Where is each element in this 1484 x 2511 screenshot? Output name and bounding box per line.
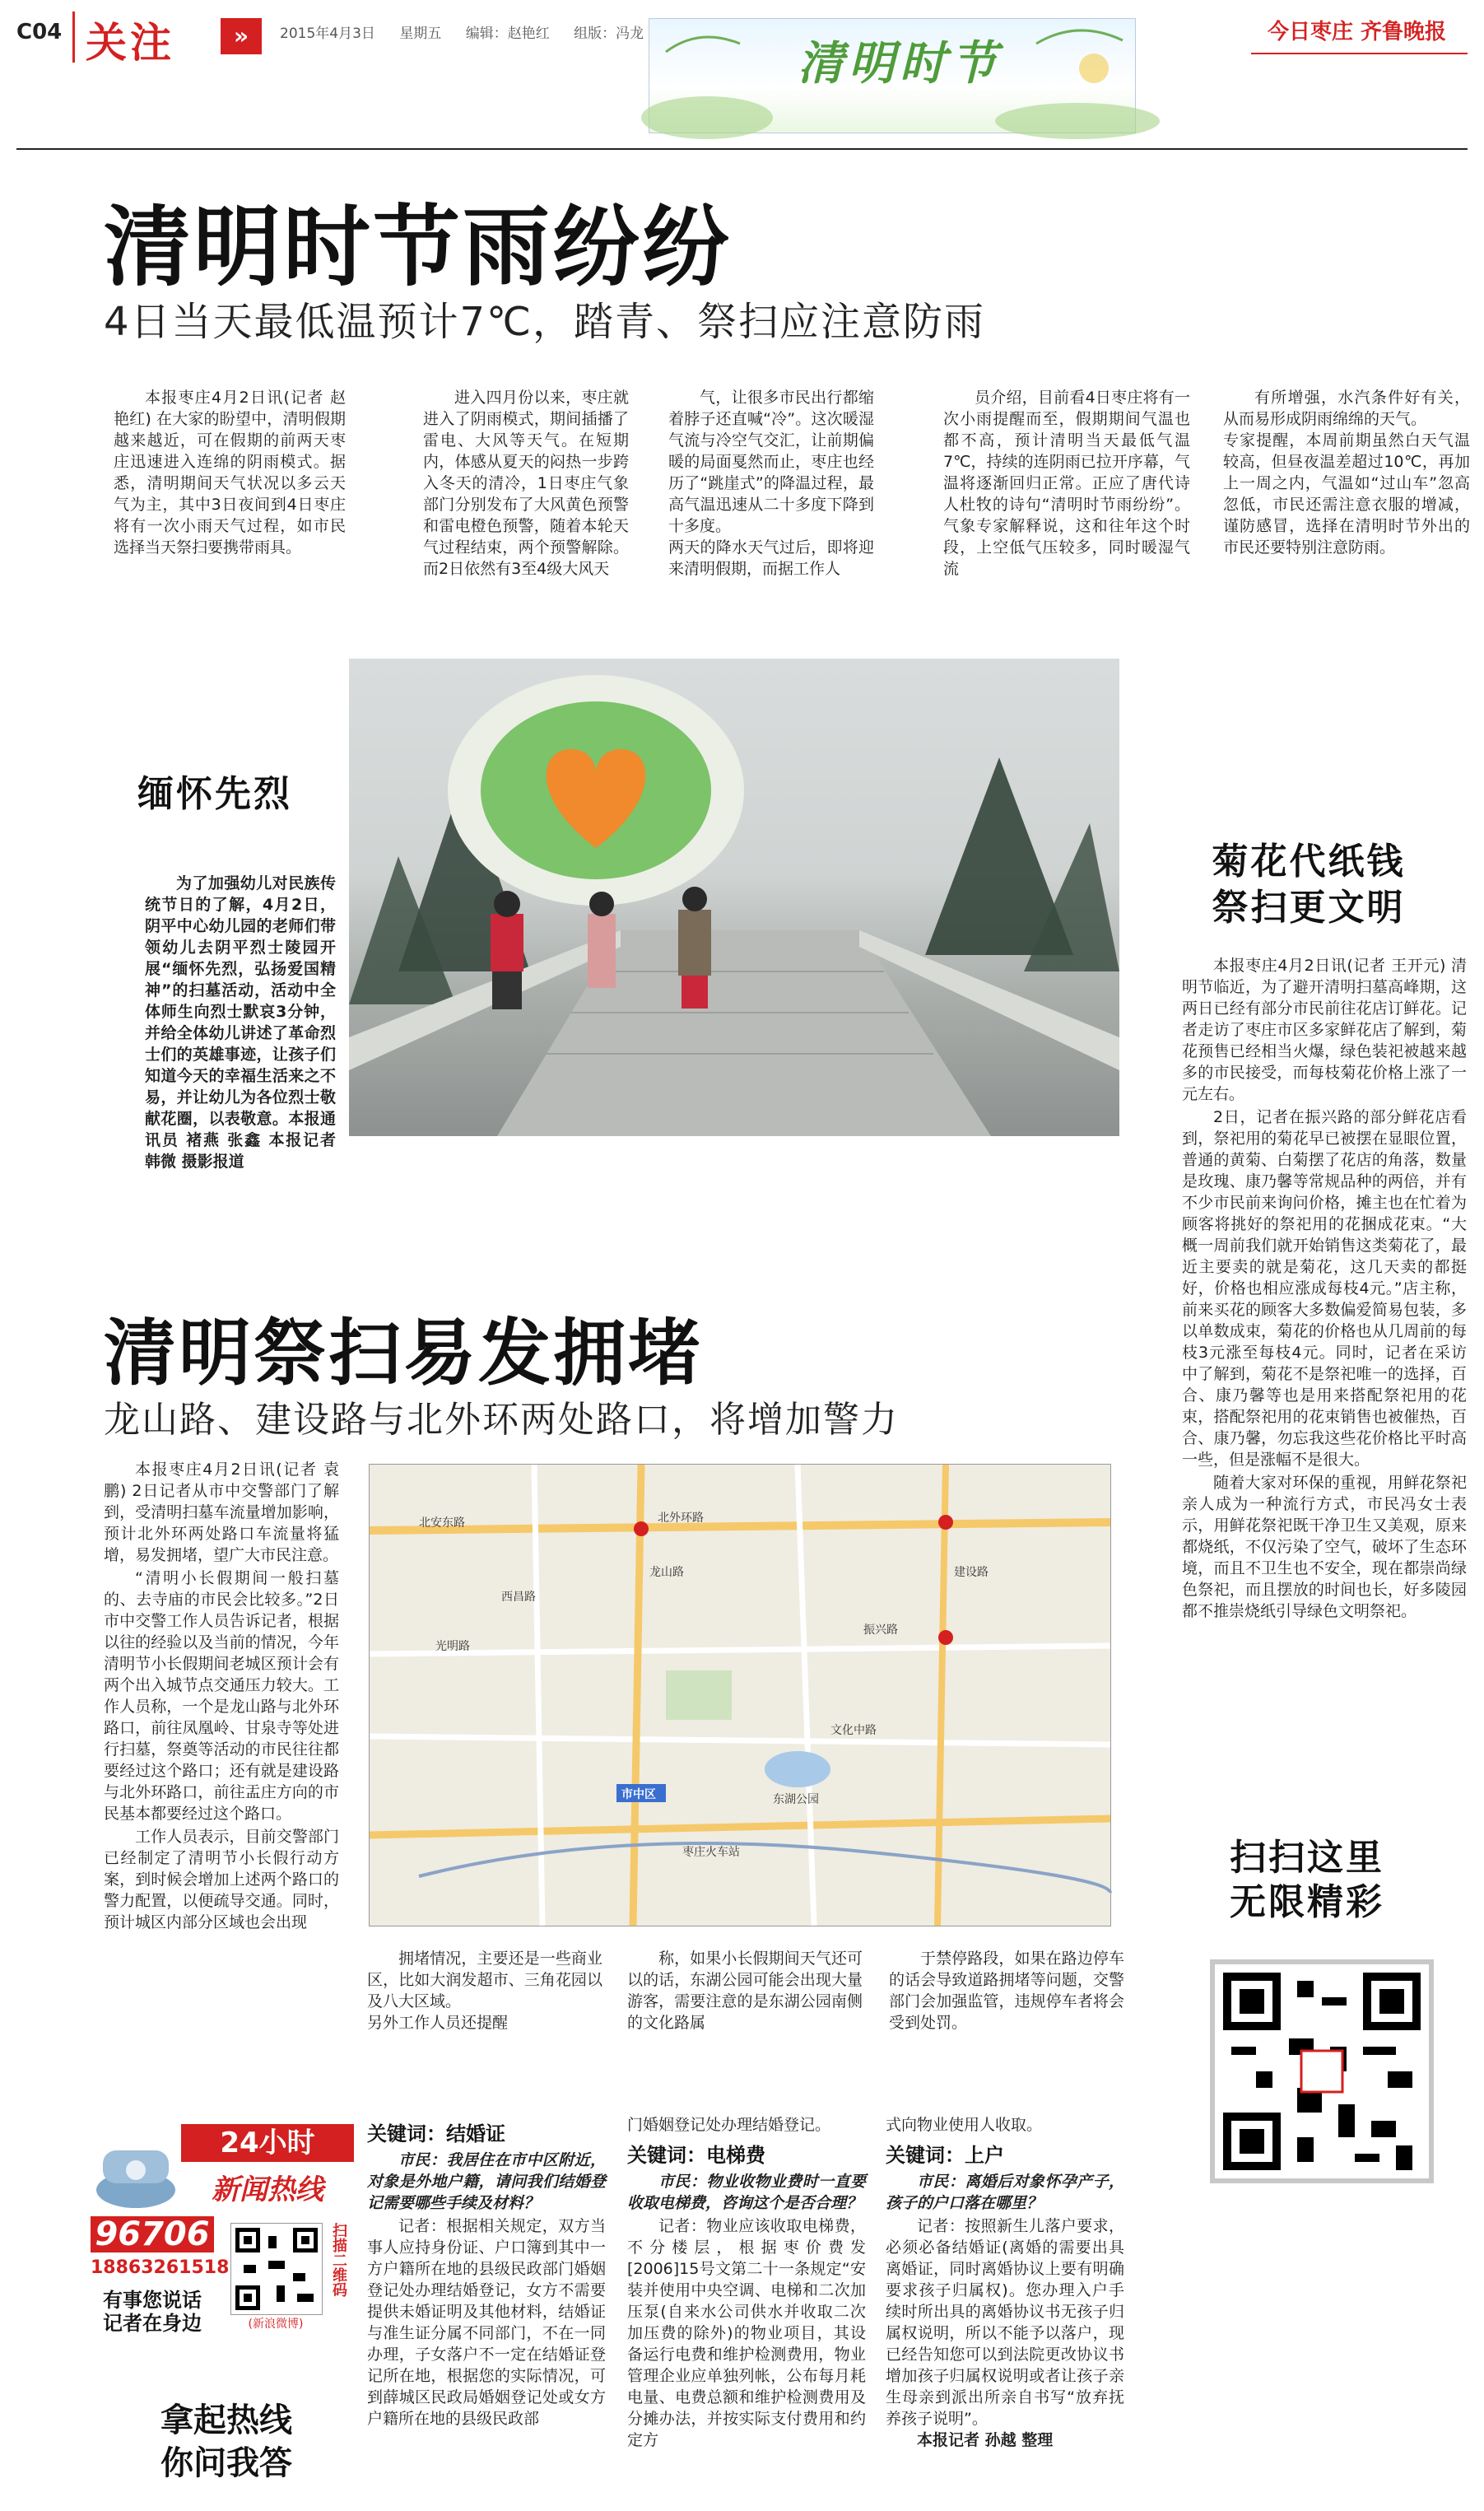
hotline-tagline-2: 你问我答 (160, 2444, 292, 2482)
keyword-column-marriage (367, 2114, 606, 2493)
hotline-number[interactable]: 96706 (91, 2216, 214, 2252)
memorial-photo (349, 659, 1119, 1136)
photo-feature-title: 缅怀先烈 (137, 773, 292, 815)
qr-scan-label: 扫描二维码 (330, 2223, 347, 2297)
hotline-tagline-1: 拿起热线 (160, 2402, 292, 2439)
traffic-paragraph: 工作人员表示，目前交警部门已经制定了清明节小长假行动方案，到时候会增加上述两个路口的警力配置，以便疏导交通。同时，预计城区内部分区域也会出现 (104, 1828, 339, 1931)
hotline-slogan-1: 有事您说话 (103, 2289, 202, 2312)
traffic-map-illustration (370, 1465, 1110, 1926)
map-label: 龙山路 (649, 1566, 684, 1579)
keyword-answer: 记者：物业应该收取电梯费，不分楼层，根据枣价费发[2006]15号文第二十一条规定“安装并使用中央空调、电梯和二次加压泵(自来水公司供水并收取二次加压费的除外)的物业项目，其设备运行电费和维护检测费用，物业管理企业应单独列帐，公布每月耗电量、电费总额和维护检测费用及分摊办法，并按实际支付费用和约定方 (627, 2217, 866, 2449)
keyword-question: 市民：离婚后对象怀孕产子，孩子的户口落在哪里？ (886, 2173, 1124, 2212)
side-article-title-line2: 祭扫更文明 (1212, 887, 1406, 929)
traffic-headline: 清明祭扫易发拥堵 (104, 1311, 704, 1395)
map-label: 市中区 (621, 1788, 656, 1801)
keyword-question: 市民：物业收物业费时一直要收取电梯费，咨询这个是否合理？ (627, 2173, 866, 2212)
memorial-photo-illustration (349, 659, 1119, 1136)
weibo-qr-code[interactable] (230, 2223, 323, 2315)
qr-code[interactable] (1210, 1959, 1434, 2183)
keyword-title: 关键词：结婚证 (367, 2122, 505, 2145)
lead-paragraph: 气，让很多市民出行都缩着脖子还直喊“冷”。这次暖湿气流与冷空气交汇，让前期偏暖的局面戛然而止，枣庄也经历了“跳崖式”的降温过程，最高气温迅速从二十多度下降到十多度。 两天的降水天气过后，即将迎来清明假期，而据工作人 (668, 389, 874, 578)
lead-column-5 (1223, 387, 1470, 593)
keyword-carryover: 式向物业使用人收取。 (886, 2116, 1043, 2134)
lead-column-1 (114, 387, 346, 593)
traffic-bottom-column-1 (367, 1948, 602, 2055)
masthead: 今日枣庄 齐鲁晚报 (1268, 20, 1447, 44)
map-label: 文化中路 (830, 1724, 877, 1737)
keyword-title: 关键词：电梯费 (627, 2144, 765, 2167)
lead-paragraph: 本报枣庄4月2日讯(记者 赵艳红) 在大家的盼望中，清明假期越来越近，可在假期的前两天枣庄迅速进入连绵的阴雨模式。据悉，清明期间天气状况以多云天气为主，其中3日夜间到4日枣庄将有一次小雨天气过程，如市民选择当天祭扫要携带雨具。 (114, 389, 346, 557)
keyword-answer: 记者：根据相关规定，双方当事人应持身份证、户口簿到其中一方户籍所在地的县级民政部门婚姻登记处办理结婚登记，女方不需要提供未婚证明及其他材料，结婚证与准生证分属不同部门，不在一同办理，子女落户不一定在结婚证登记所在地，根据您的实际情况，可到薛城区民政局婚姻登记处或女方户籍所在地的县级民政部 (367, 2217, 606, 2428)
double-chevron-icon: » (221, 18, 262, 54)
photo-caption (145, 873, 342, 1235)
traffic-paragraph: “清明小长假期间一般扫墓的、去寺庙的市民会比较多。”2日市中交警工作人员告诉记者，根据以往的经验以及当前的情况，今年清明节小长假期间老城区预计会有两个出入城节点交通压力较大。工作人员称，一个是龙山路与北外环路口，前往凤凰岭、甘泉寺等处进行扫墓，祭奠等活动的市民往往都要经过这个路口；还有就是建设路与北外环路口，前往盂庄方向的市民基本都要经过这个路口。 (104, 1569, 339, 1823)
traffic-subheadline: 龙山路、建设路与北外环两处路口，将增加警力 (104, 1399, 899, 1441)
traffic-paragraph: 于禁停路段，如果在路边停车的话会导致道路拥堵等问题，交警部门会加强监管，违规停车者将会受到处罚。 (889, 1950, 1124, 2032)
telephone-icon (91, 2124, 181, 2215)
lead-column-3 (668, 387, 874, 593)
lead-paragraph: 进入四月份以来，枣庄就进入了阴雨模式，期间插播了雷电、大风等天气。在短期内，体感从夏天的闷热一步跨入冬天的清冷，1日枣庄气象部门分别发布了大风黄色预警和雷电橙色预警，随着本轮天气过程结束，两个预警解除。而2日依然有3至4级大风天 (423, 389, 629, 578)
map-label: 北安东路 (419, 1516, 465, 1530)
side-article-body (1182, 955, 1467, 1770)
map-label: 振兴路 (863, 1624, 898, 1637)
traffic-map (369, 1464, 1111, 1926)
traffic-paragraph: 本报枣庄4月2日讯(记者 袁鹏) 2日记者从市中交警部门了解到，受清明扫墓车流量增加影响，预计北外环两处路口车流量将猛增，易发拥堵，望广大市民注意。 (104, 1460, 339, 1564)
keyword-column-registration (886, 2114, 1124, 2493)
issue-weekday: 星期五 (399, 26, 442, 42)
editor-credit: 编辑：赵艳红 (465, 26, 550, 42)
side-paragraph: 2日，记者在振兴路的部分鲜花店看到，祭祀用的菊花早已被摆在显眼位置，普通的黄菊、白菊摆了花店的角落，数量是玫瑰、康乃馨等常规品种的两倍，并有不少市民前来询问价格，摊主也在忙着为顾客将挑好的祭祀用的花捆成花束。“大概一周前我们就开始销售这类菊花了，最近主要卖的就是菊花，这几天卖的都挺好，价格也相应涨成每枝4元。”店主称，前来买花的顾客大多数偏爱简易包装，多以单数成束，菊花的价格也从几周前的每枝3元涨至每枝4元。同时，记者在采访中了解到，菊花不是祭祀唯一的选择，百合、康乃馨等也是用来搭配祭祀用的花束，搭配祭祀用的花束销售也被催热，百合、康乃馨，勿忘我这些花价格比平时高一些，但是涨幅不是很大。 (1182, 1108, 1467, 1469)
keyword-title: 关键词：上户 (886, 2144, 1004, 2167)
lead-paragraph: 有所增强，水汽条件好有关，从而易形成阴雨绵绵的天气。 专家提醒，本周前期虽然白天气温较高，但昼夜温差超过10℃，再加上一周之内，气温如“过山车”忽高忽低，市民还需注意衣服的增减，谨防感冒，选择在清明时节外出的市民还要特别注意防雨。 (1223, 389, 1470, 557)
qingming-banner (649, 18, 1136, 133)
banner-title: 清明时节 (798, 36, 1002, 91)
lead-column-2 (423, 387, 629, 593)
hotline-name: 新闻热线 (212, 2173, 323, 2206)
section-name: 关注 (86, 19, 174, 67)
layout-credit: 组版：冯龙 (574, 26, 644, 42)
qr-sub-label: (新浪微博) (248, 2318, 304, 2331)
traffic-paragraph: 称，如果小长假期间天气还可以的话，东湖公园可能会出现大量游客，需要注意的是东湖公园南侧的文化路属 (627, 1950, 863, 2032)
side-article-title-line1: 菊花代纸钱 (1212, 841, 1406, 883)
scan-prompt-line1: 扫扫这里 (1230, 1837, 1384, 1879)
hotline-slogan-2: 记者在身边 (103, 2312, 202, 2335)
weibo-qr-pattern (231, 2224, 322, 2314)
news-hotline (91, 2124, 362, 2335)
map-label: 光明路 (435, 1640, 470, 1653)
keyword-carryover: 门婚姻登记处办理结婚登记。 (627, 2116, 831, 2134)
side-paragraph: 本报枣庄4月2日讯(记者 王开元) 清明节临近，为了避开清明扫墓高峰期，这两日已经有部分市民前往花店订鲜花。记者走访了枣庄市区多家鲜花店了解到，菊花预售已经相当火爆，绿色装祀被越来越多的市民接受，而每枝菊花价格上涨了一元左右。 (1182, 957, 1467, 1103)
lead-column-4 (943, 387, 1190, 593)
header-meta (280, 21, 657, 42)
hotline-mobile[interactable]: 18863261518 (91, 2257, 230, 2278)
traffic-bottom-column-2 (627, 1948, 863, 2055)
scan-prompt-line2: 无限精彩 (1230, 1881, 1384, 1923)
masthead-rule (1251, 53, 1468, 54)
map-label: 西昌路 (501, 1591, 536, 1604)
lead-subheadline: 4日当天最低温预计7℃，踏青、祭扫应注意防雨 (104, 299, 985, 345)
header-divider (16, 148, 1468, 150)
issue-date: 2015年4月3日 (280, 26, 375, 42)
map-label: 北外环路 (658, 1512, 704, 1525)
map-label: 枣庄火车站 (682, 1846, 740, 1859)
map-label: 建设路 (954, 1566, 989, 1579)
traffic-bottom-column-3 (889, 1948, 1124, 2055)
lead-headline: 清明时节雨纷纷 (104, 197, 732, 298)
qr-code-pattern (1215, 1964, 1429, 2178)
side-paragraph: 随着大家对环保的重视，用鲜花祭祀亲人成为一种流行方式，市民冯女士表示，用鲜花祭祀既干净卫生又美观，原来都烧纸，不仅污染了空气，破坏了生态环境，而且不卫生也不安全，现在都崇尚绿色祭祀，而且摆放的时间也长，好多陵园都不推崇烧纸引导绿色文明祭祀。 (1182, 1474, 1467, 1620)
keyword-answer: 记者：按照新生儿落户要求，必须必备结婚证(离婚的需要出具离婚证，同时离婚协议上要有明确要求孩子归属权)。您办理入户手续时所出具的离婚协议书无孩子归属权说明，所以不能予以落户，现已经告知您可以到法院更改协议书增加孩子归属权说明或者让孩子亲生母亲到派出所亲自书写“放弃抚养孩子说明”。 (886, 2217, 1124, 2428)
hotline-hours: 24小时 (181, 2124, 354, 2162)
traffic-left-column (104, 1459, 339, 1931)
photo-caption-text: 为了加强幼儿对民族传统节日的了解，4月2日，阴平中心幼儿园的老师们带领幼儿去阴平烈士陵园开展“缅怀先烈，弘扬爱国精神”的扫墓活动，活动中全体师生向烈士默哀3分钟，并给全体幼儿讲述了革命烈士们的英雄事迹，让孩子们知道今天的幸福生活来之不易，并让幼儿为各位烈士敬献花圈，以表敬意。本报通讯员 褚燕 张鑫 本报记者 韩微 摄影报道 (145, 874, 342, 1171)
lead-paragraph: 员介绍，目前看4日枣庄将有一次小雨提醒而至，假期期间气温也都不高，预计清明当天最低气温7℃，持续的连阴雨已拉开序幕，气温将逐渐回归正常。正应了唐代诗人杜牧的诗句“清明时节雨纷纷”。气象专家解释说，这和往年这个时段，上空低气压较多，同时暖湿气流 (943, 389, 1190, 578)
map-label: 东湖公园 (773, 1793, 819, 1806)
traffic-paragraph: 拥堵情况，主要还是一些商业区，比如大润发超市、三角花园以及八大区域。 另外工作人员还提醒 (367, 1950, 602, 2032)
keyword-byline: 本报记者 孙越 整理 (917, 2431, 1054, 2449)
page-number: C04 (16, 20, 63, 44)
keyword-question: 市民：我居住在市中区附近，对象是外地户籍，请问我们结婚登记需要哪些手续及材料？ (367, 2151, 606, 2212)
page-number-divider (72, 12, 75, 63)
keyword-column-elevator (627, 2114, 866, 2493)
